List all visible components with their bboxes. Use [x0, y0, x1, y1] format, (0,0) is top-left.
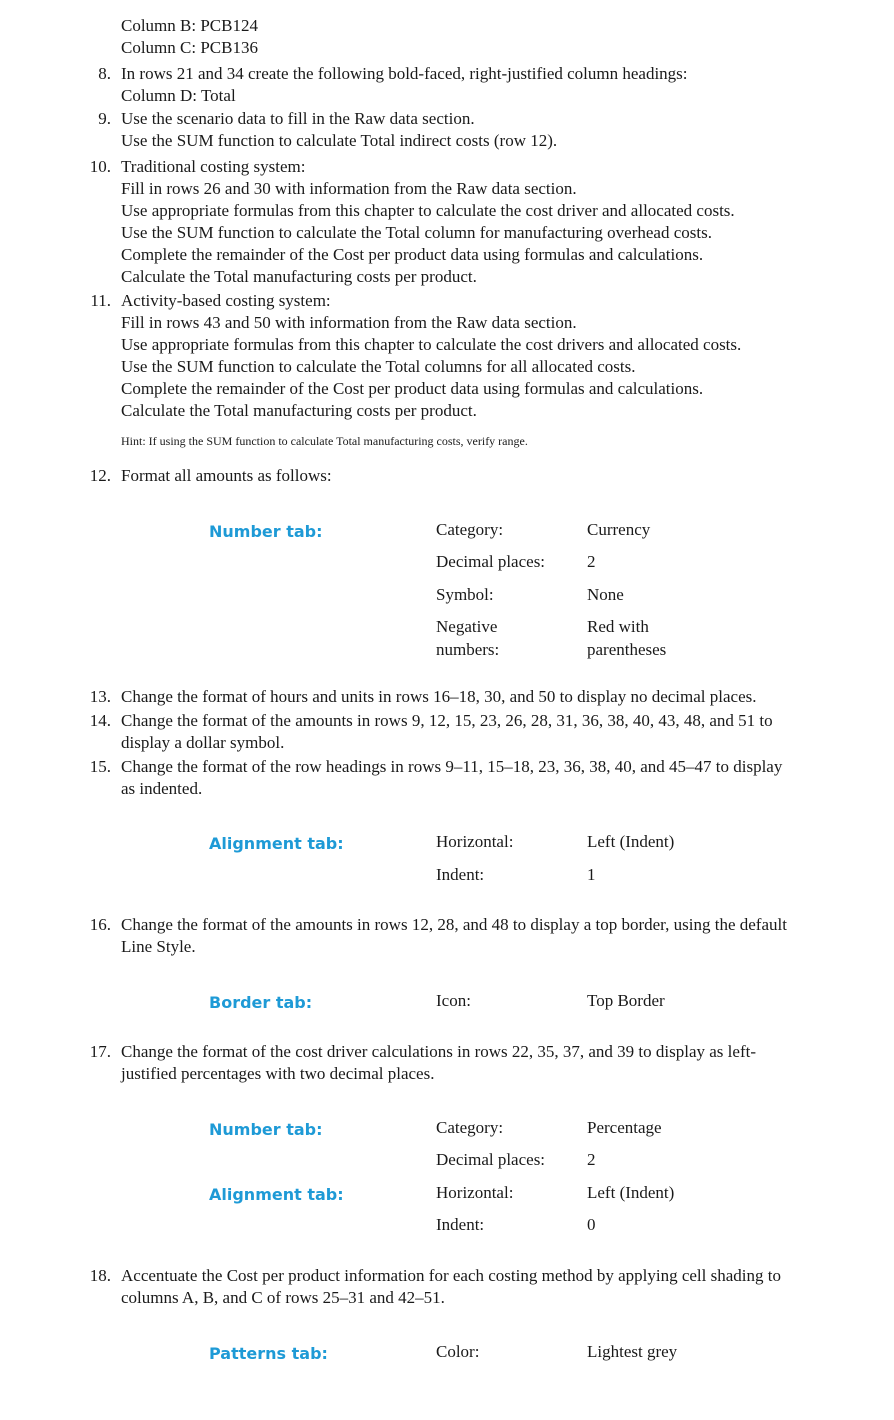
setting-label: Category: — [436, 1118, 504, 1137]
setting-label: Horizontal: — [436, 1183, 514, 1202]
alignment-tab-label: Alignment tab: — [209, 1185, 344, 1204]
step-8-line: Column D: Total — [121, 86, 236, 105]
setting-label: Decimal places: — [436, 1150, 546, 1169]
setting-label: Icon: — [436, 991, 471, 1010]
setting-value: Currency — [587, 520, 651, 539]
border-tab-label: Border tab: — [209, 993, 313, 1012]
step-11-line: Fill in rows 43 and 50 with information from the Raw data section. — [121, 313, 577, 332]
step-11-line: Use the SUM function to calculate the Total columns for all allocated costs. — [121, 357, 636, 376]
step-17-line: justified percentages with two decimal places. — [121, 1064, 435, 1083]
step-number: 16. — [89, 915, 111, 934]
step-11-line: Activity-based costing system: — [121, 291, 331, 310]
setting-label: Category: — [436, 520, 504, 539]
setting-label: Horizontal: — [436, 832, 514, 851]
column-b-line: Column B: PCB124 — [121, 16, 258, 35]
step-13-line: Change the format of hours and units in rows 16–18, 30, and 50 to display no decimal places. — [121, 687, 757, 706]
step-10-line: Traditional costing system: — [121, 157, 306, 176]
step-11-line: Complete the remainder of the Cost per product data using formulas and calculations. — [121, 379, 704, 398]
step-16-line: Line Style. — [121, 937, 196, 956]
step-9-line: Use the SUM function to calculate Total indirect costs (row 12). — [121, 131, 558, 150]
step-18-line: columns A, B, and C of rows 25–31 and 42–51. — [121, 1288, 445, 1307]
step-11-line: Calculate the Total manufacturing costs per product. — [121, 401, 477, 420]
setting-label: Color: — [436, 1342, 480, 1361]
step-10-line: Calculate the Total manufacturing costs per product. — [121, 267, 477, 286]
setting-value: Left (Indent) — [587, 832, 675, 851]
setting-value: 0 — [587, 1215, 596, 1234]
setting-label: Indent: — [436, 1215, 485, 1234]
setting-value: Percentage — [587, 1118, 662, 1137]
step-number: 14. — [89, 711, 111, 730]
step-15-line: as indented. — [121, 779, 203, 798]
step-15-line: Change the format of the row headings in rows 9–11, 15–18, 23, 36, 38, 40, and 45–47 to display — [121, 757, 783, 776]
step-number: 10. — [89, 157, 111, 176]
step-number: 8. — [98, 64, 111, 83]
setting-label: Symbol: — [436, 585, 494, 604]
step-10-line: Complete the remainder of the Cost per product data using formulas and calculations. — [121, 245, 704, 264]
step-12-line: Format all amounts as follows: — [121, 466, 332, 485]
step-number: 17. — [89, 1042, 111, 1061]
setting-value: 2 — [587, 1150, 596, 1169]
number-tab-label: Number tab: — [209, 522, 323, 541]
step-10-line: Fill in rows 26 and 30 with information from the Raw data section. — [121, 179, 577, 198]
step-11-line: Use appropriate formulas from this chapter to calculate the cost drivers and allocated costs. — [121, 335, 742, 354]
step-10-line: Use the SUM function to calculate the Total column for manufacturing overhead costs. — [121, 223, 712, 242]
step-18-line: Accentuate the Cost per product information for each costing method by applying cell shading to — [121, 1266, 781, 1285]
step-8-line: In rows 21 and 34 create the following bold-faced, right-justified column headings: — [121, 64, 688, 83]
setting-label: Indent: — [436, 865, 485, 884]
setting-value: Top Border — [587, 991, 665, 1010]
setting-value: 2 — [587, 552, 596, 571]
number-tab-label: Number tab: — [209, 1120, 323, 1139]
setting-value: None — [587, 585, 624, 604]
setting-value: 1 — [587, 865, 596, 884]
step-14-line: Change the format of the amounts in rows 9, 12, 15, 23, 26, 28, 31, 36, 38, 40, 43, 48, and 51 to — [121, 711, 773, 730]
hint-text: Hint: If using the SUM function to calculate Total manufacturing costs, verify range. — [121, 434, 528, 448]
column-c-line: Column C: PCB136 — [121, 38, 258, 57]
setting-label: Negative — [436, 617, 498, 636]
setting-value: Left (Indent) — [587, 1183, 675, 1202]
alignment-tab-label: Alignment tab: — [209, 834, 344, 853]
step-9-line: Use the scenario data to fill in the Raw data section. — [121, 109, 475, 128]
step-16-line: Change the format of the amounts in rows 12, 28, and 48 to display a top border, using the default — [121, 915, 787, 934]
step-number: 18. — [89, 1266, 111, 1285]
step-17-line: Change the format of the cost driver calculations in rows 22, 35, 37, and 39 to display as left- — [121, 1042, 756, 1061]
patterns-tab-label: Patterns tab: — [209, 1344, 328, 1363]
step-number: 13. — [89, 687, 111, 706]
setting-label: numbers: — [436, 640, 500, 659]
step-number: 15. — [89, 757, 111, 776]
setting-label: Decimal places: — [436, 552, 546, 571]
setting-value: parentheses — [587, 640, 667, 659]
step-number: 9. — [98, 109, 111, 128]
setting-value: Lightest grey — [587, 1342, 678, 1361]
step-10-line: Use appropriate formulas from this chapter to calculate the cost driver and allocated costs. — [121, 201, 735, 220]
setting-value: Red with — [587, 617, 649, 636]
step-number: 11. — [90, 291, 111, 310]
step-number: 12. — [89, 466, 111, 485]
step-14-line: display a dollar symbol. — [121, 733, 285, 752]
